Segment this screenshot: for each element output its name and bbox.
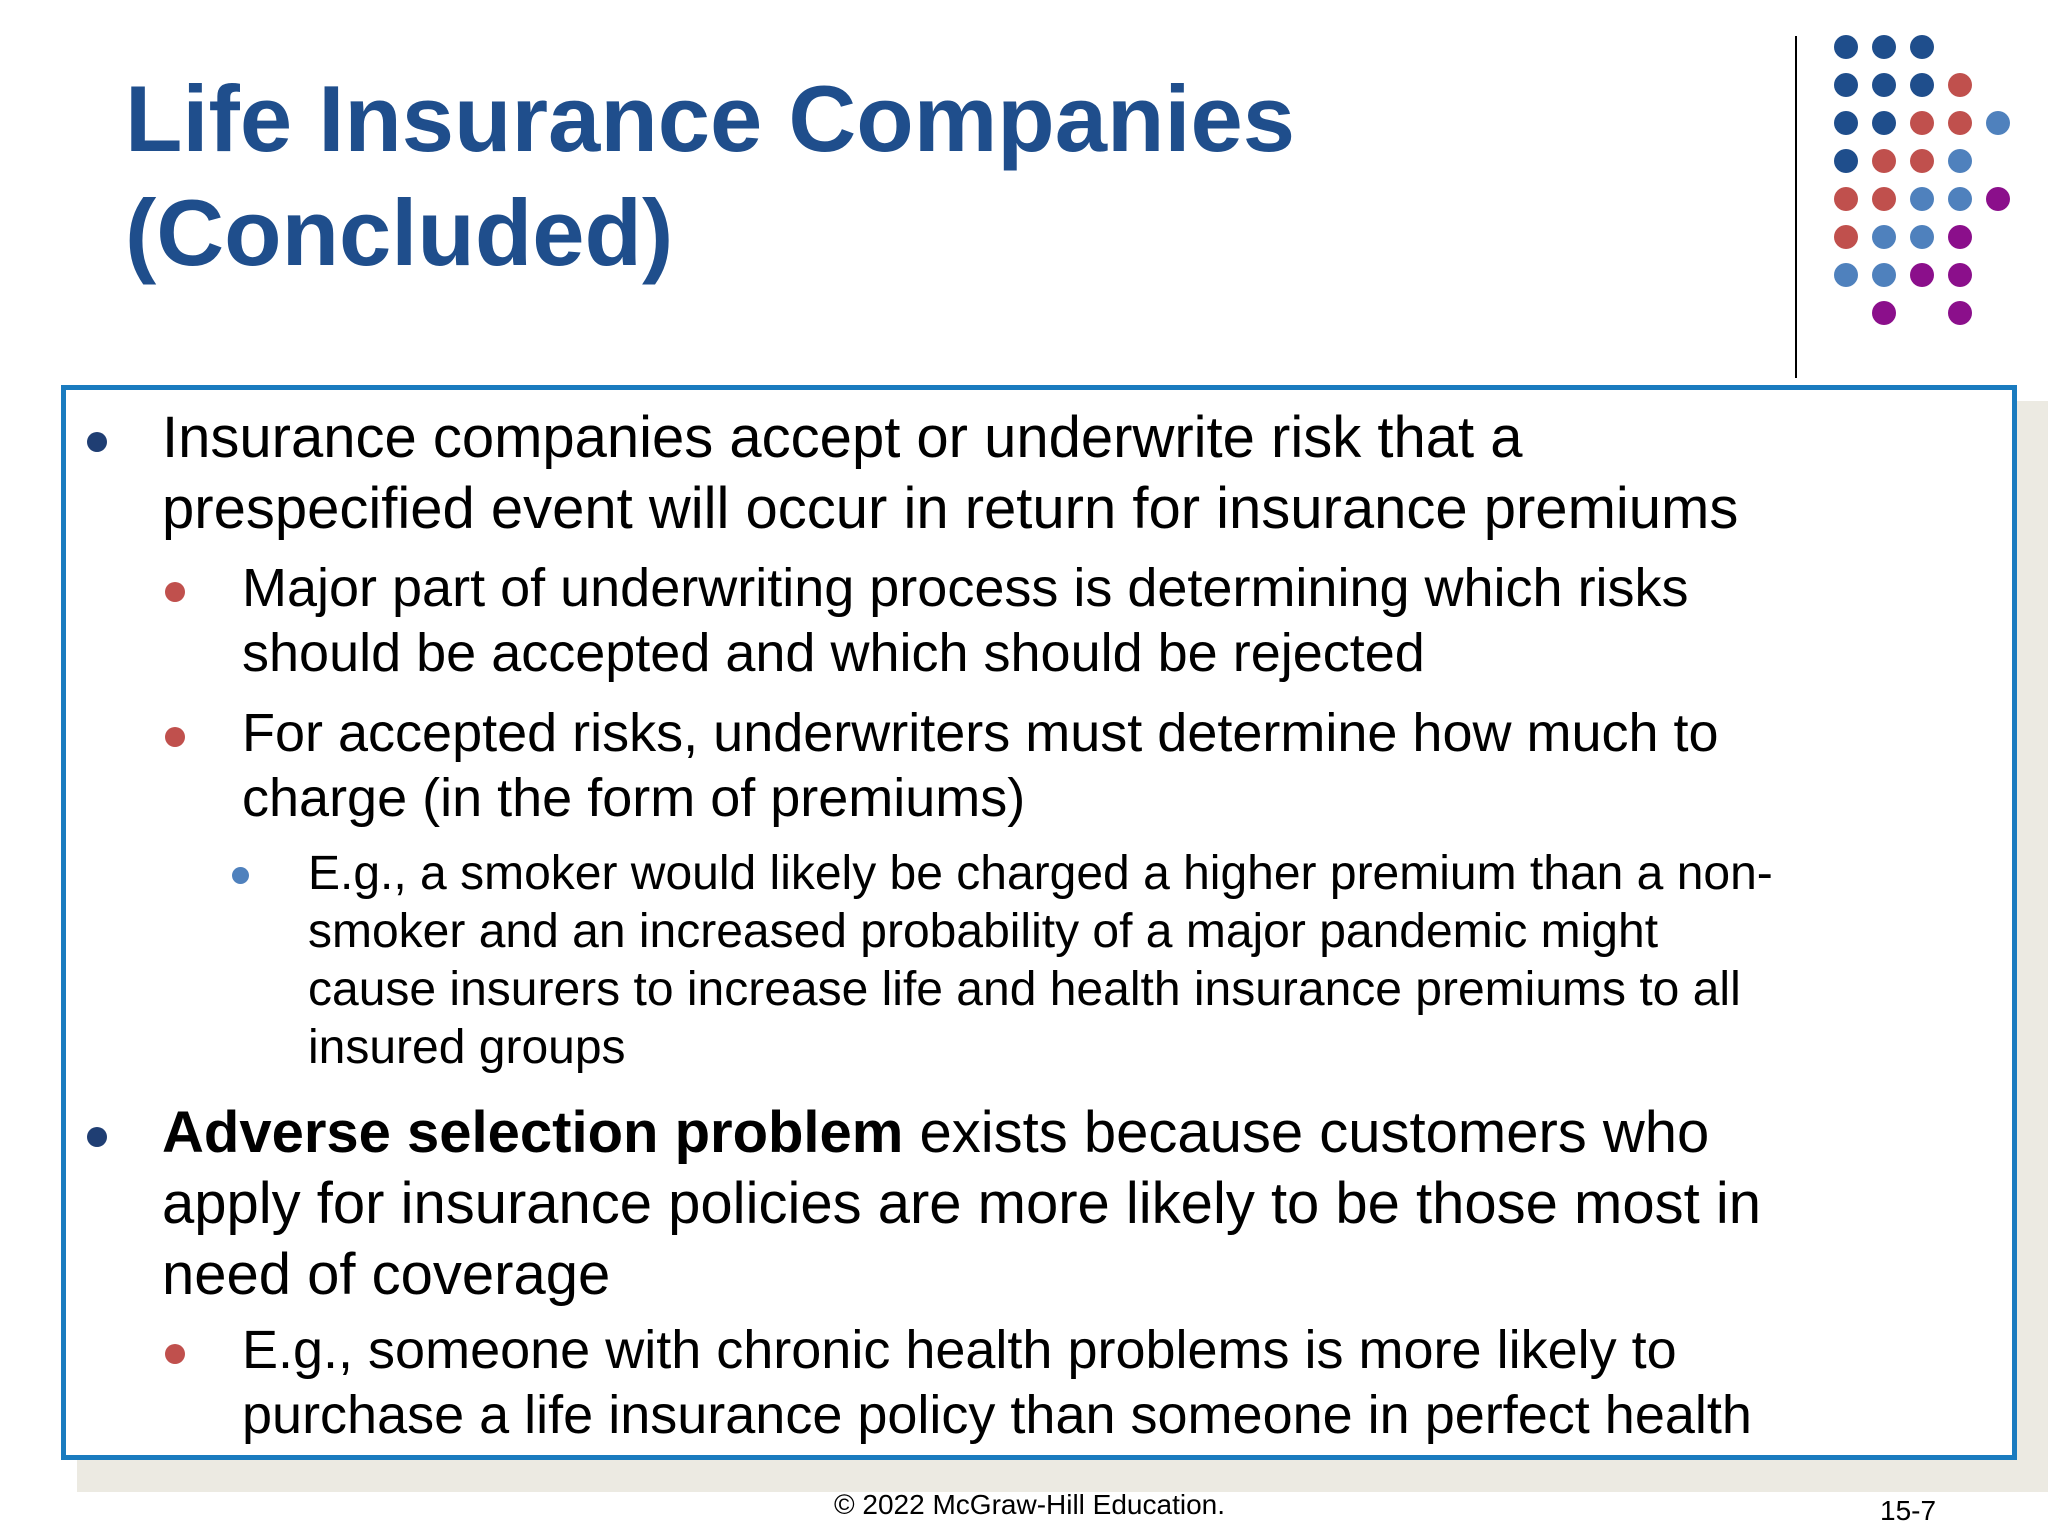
dot — [1872, 263, 1896, 287]
title-line-1: Life Insurance Companies — [125, 66, 1296, 171]
bullet-line: charge (in the form of premiums) — [242, 768, 1026, 828]
slide-title — [125, 62, 1295, 290]
dot — [1910, 73, 1934, 97]
header-divider — [1795, 36, 1797, 378]
bullet-dot — [87, 432, 107, 452]
dot — [1948, 111, 1972, 135]
dot — [1872, 225, 1896, 249]
term-adverse-selection: Adverse selection problem — [162, 1100, 904, 1165]
dot — [1948, 301, 1972, 325]
bullet-line: Major part of underwriting process is determining which risks — [242, 558, 1689, 618]
sub-bullet-text — [242, 556, 1689, 686]
dot — [1872, 149, 1896, 173]
bullet-line: prespecified event will occur in return for insurance premiums — [162, 476, 1739, 541]
bullet-line: need of coverage — [162, 1242, 611, 1307]
bullet-text — [162, 402, 1738, 544]
bullet-line-rest: exists because customers who — [903, 1100, 1710, 1165]
dot — [1834, 111, 1858, 135]
dot — [1948, 73, 1972, 97]
dot — [1834, 73, 1858, 97]
sub-bullet-dot — [165, 1344, 185, 1364]
bullet-line — [162, 1097, 1761, 1168]
dot — [1834, 149, 1858, 173]
sub-bullet-text — [242, 1318, 1752, 1448]
bullet-line: E.g., someone with chronic health problems is more likely to — [242, 1320, 1677, 1380]
dot — [1834, 35, 1858, 59]
title-line-2: (Concluded) — [125, 180, 674, 285]
dot — [1910, 35, 1934, 59]
dot — [1948, 263, 1972, 287]
dot — [1872, 187, 1896, 211]
sub-bullet-dot — [165, 727, 185, 747]
dot — [1910, 111, 1934, 135]
bullet-text — [162, 1097, 1761, 1310]
dot — [1834, 187, 1858, 211]
footer-page-number: 15-7 — [1880, 1495, 1937, 1526]
bullet-line: For accepted risks, underwriters must determine how much to — [242, 703, 1719, 763]
bullet-dot — [87, 1127, 107, 1147]
dot — [1986, 187, 2010, 211]
dot — [1872, 73, 1896, 97]
dot — [1986, 111, 2010, 135]
dot — [1948, 149, 1972, 173]
dot — [1834, 263, 1858, 287]
sub-bullet-text — [242, 701, 1719, 831]
bullet-line: cause insurers to increase life and health insurance premiums to all — [308, 963, 1741, 1016]
dot — [1948, 225, 1972, 249]
bullet-line: should be accepted and which should be rejected — [242, 623, 1425, 683]
dot — [1910, 187, 1934, 211]
bullet-line: apply for insurance policies are more likely to be those most in — [162, 1171, 1761, 1236]
dot — [1872, 301, 1896, 325]
bullet-line: Insurance companies accept or underwrite risk that a — [162, 405, 1523, 470]
dot — [1834, 225, 1858, 249]
dot — [1948, 187, 1972, 211]
sub-bullet-dot — [165, 582, 185, 602]
bullet-line: E.g., a smoker would likely be charged a higher premium than a non- — [308, 847, 1773, 900]
sub-sub-bullet-dot — [232, 867, 249, 884]
dot — [1910, 225, 1934, 249]
bullet-line: purchase a life insurance policy than someone in perfect health — [242, 1385, 1752, 1445]
dot — [1910, 263, 1934, 287]
dot — [1910, 149, 1934, 173]
bullet-line: smoker and an increased probability of a major pandemic might — [308, 905, 1659, 958]
footer-copyright: © 2022 McGraw-Hill Education. — [834, 1489, 1226, 1520]
sub-sub-bullet-text — [308, 845, 1773, 1077]
bullet-line: insured groups — [308, 1021, 626, 1074]
dot — [1872, 35, 1896, 59]
dot — [1872, 111, 1896, 135]
